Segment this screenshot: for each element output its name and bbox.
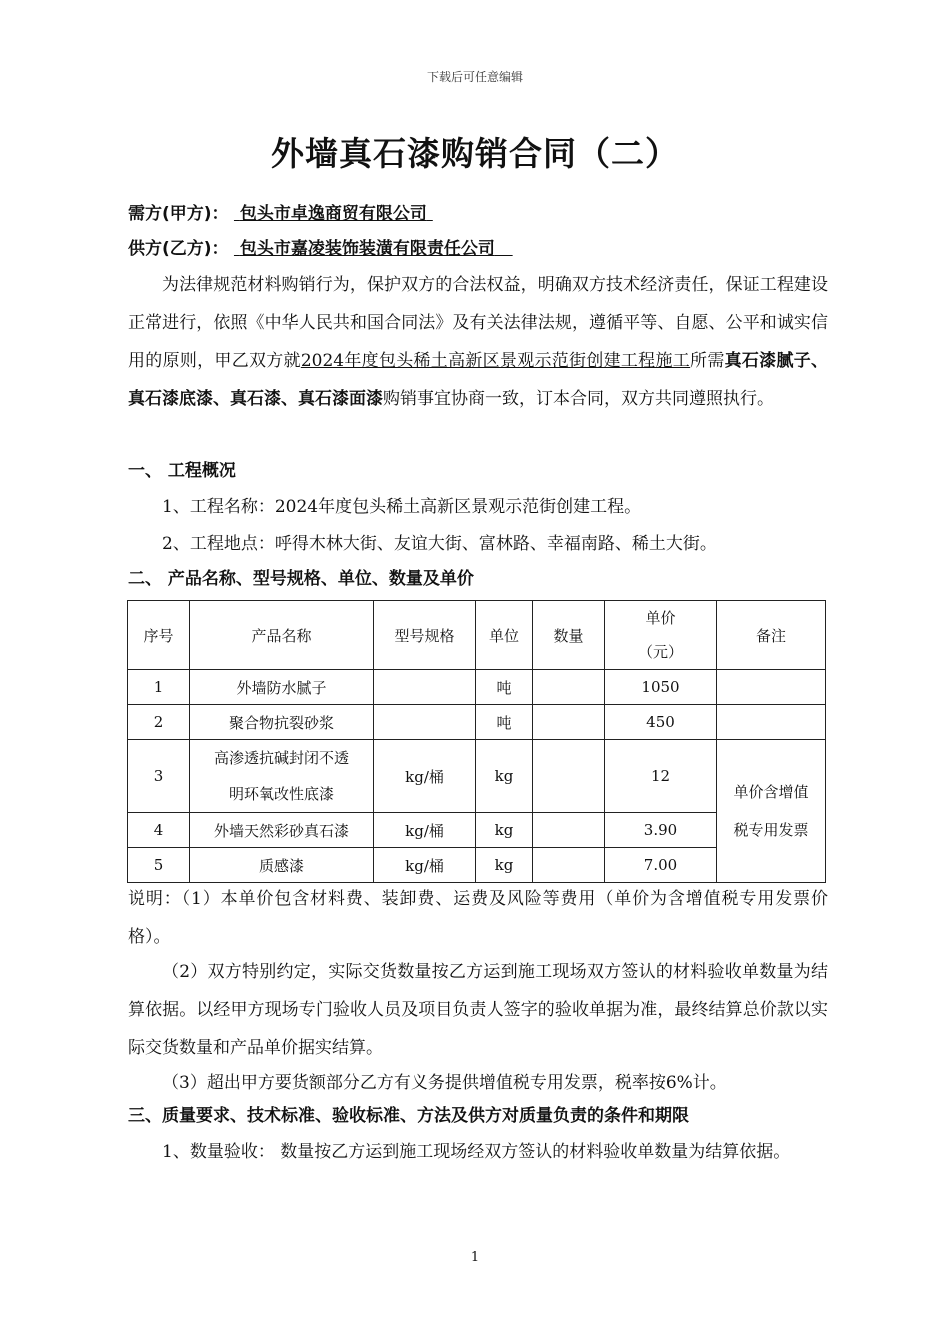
merged-note-line1: 单价含增值 (733, 783, 809, 801)
header-price (605, 601, 717, 670)
cell-name (190, 740, 374, 813)
cell-qty (533, 740, 605, 813)
cell-unit: 吨 (476, 705, 533, 740)
section3-item1: 1、数量验收： 数量按乙方运到施工现场经双方签认的材料验收单数量为结算依据。 (162, 1142, 791, 1162)
cell-qty (533, 813, 605, 848)
cell-note (717, 670, 826, 705)
cell-name: 外墙防水腻子 (190, 670, 374, 705)
cell-qty (533, 705, 605, 740)
cell-price: 12 (605, 740, 717, 813)
cell-qty (533, 848, 605, 883)
seller-value: 包头市嘉凌装饰装潢有限责任公司 (239, 239, 495, 259)
table-header-row (128, 601, 826, 670)
cell-no: 1 (128, 670, 190, 705)
cell-no: 4 (128, 813, 190, 848)
cell-no: 5 (128, 848, 190, 883)
materials-bold: 真石漆腻子、真石漆底漆、真石漆、真石漆面漆 (128, 351, 829, 409)
cell-name-line1: 高渗透抗碱封闭不透 (213, 749, 349, 767)
header-note: 备注 (717, 601, 826, 670)
intro-text-1: 为法律规范材料购销行为，保护双方的合法权益，明确双方技术经济责任，保证工程建设正常进行，依照《中华人民共和国合同法》及有关法律法规，遵循平等、自愿、公平和诚实信用的原则，甲乙双方就 (128, 275, 828, 371)
cell-no: 3 (128, 740, 190, 813)
product-table (127, 600, 826, 883)
section2-heading: 二、 产品名称、型号规格、单位、数量及单价 (128, 569, 474, 589)
cell-name-line2: 明环氧改性底漆 (228, 785, 334, 803)
seller-line (128, 238, 828, 261)
cell-name: 聚合物抗裂砂浆 (190, 705, 374, 740)
cell-price: 3.90 (605, 813, 717, 848)
merged-note-cell (717, 740, 826, 883)
table-row (128, 740, 826, 813)
note-3: （3）超出甲方要货额部分乙方有义务提供增值税专用发票，税率按6%计。 (162, 1073, 727, 1093)
header-name: 产品名称 (190, 601, 374, 670)
cell-spec: kg/桶 (374, 848, 476, 883)
cell-spec: kg/桶 (374, 740, 476, 813)
cell-no: 2 (128, 705, 190, 740)
note-1: 说明：（1）本单价包含材料费、装卸费、运费及风险等费用（单价为含增值税专用发票价格）。 (128, 889, 828, 947)
header-unit: 单位 (476, 601, 533, 670)
buyer-label: 需方(甲方)： (128, 204, 229, 224)
cell-price: 1050 (605, 670, 717, 705)
section1-item1: 1、工程名称：2024年度包头稀土高新区景观示范街创建工程。 (162, 497, 642, 517)
document-title: 外墙真石漆购销合同（二） (271, 134, 679, 173)
table-row (128, 705, 826, 740)
section1-item2: 2、工程地点：呼得木林大街、友谊大街、富林路、幸福南路、稀土大街。 (162, 534, 717, 554)
cell-unit: kg (476, 813, 533, 848)
merged-note-line2: 税专用发票 (733, 821, 809, 839)
intro-text-3: 购销事宜协商一致，订本合同，双方共同遵照执行。 (383, 389, 774, 409)
cell-note (717, 705, 826, 740)
cell-unit: kg (476, 848, 533, 883)
seller-label: 供方(乙方)： (128, 239, 229, 259)
note-2: （2）双方特别约定，实际交货数量按乙方运到施工现场双方签认的材料验收单数量为结算依据。以经甲方现场专门验收人员及项目负责人签字的验收单据为准，最终结算总价款以实际交货数量和产品单价据实结算。 (128, 962, 828, 1058)
cell-qty (533, 670, 605, 705)
page-number: 1 (470, 1250, 480, 1265)
intro-paragraph (128, 266, 828, 418)
table-row (128, 670, 826, 705)
header-no: 序号 (128, 601, 190, 670)
header-price-line2: （元） (637, 643, 683, 661)
section1-heading: 一、 工程概况 (128, 461, 236, 481)
header-qty: 数量 (533, 601, 605, 670)
cell-unit: kg (476, 740, 533, 813)
cell-price: 450 (605, 705, 717, 740)
cell-name: 外墙天然彩砂真石漆 (190, 813, 374, 848)
section3-heading: 三、质量要求、技术标准、验收标准、方法及供方对质量负责的条件和期限 (128, 1106, 689, 1126)
cell-spec: kg/桶 (374, 813, 476, 848)
cell-price: 7.00 (605, 848, 717, 883)
cell-name: 质感漆 (190, 848, 374, 883)
buyer-value: 包头市卓逸商贸有限公司 (239, 204, 427, 224)
cell-unit: 吨 (476, 670, 533, 705)
cell-spec (374, 670, 476, 705)
buyer-line (128, 203, 828, 226)
header-spec: 型号规格 (374, 601, 476, 670)
intro-text-2: 所需 (690, 351, 725, 371)
cell-spec (374, 705, 476, 740)
project-name-underlined: 2024年度包头稀土高新区景观示范街创建工程施工 (300, 351, 691, 371)
header-note: 下载后可任意编辑 (426, 70, 523, 84)
header-price-line1: 单价 (645, 609, 676, 627)
